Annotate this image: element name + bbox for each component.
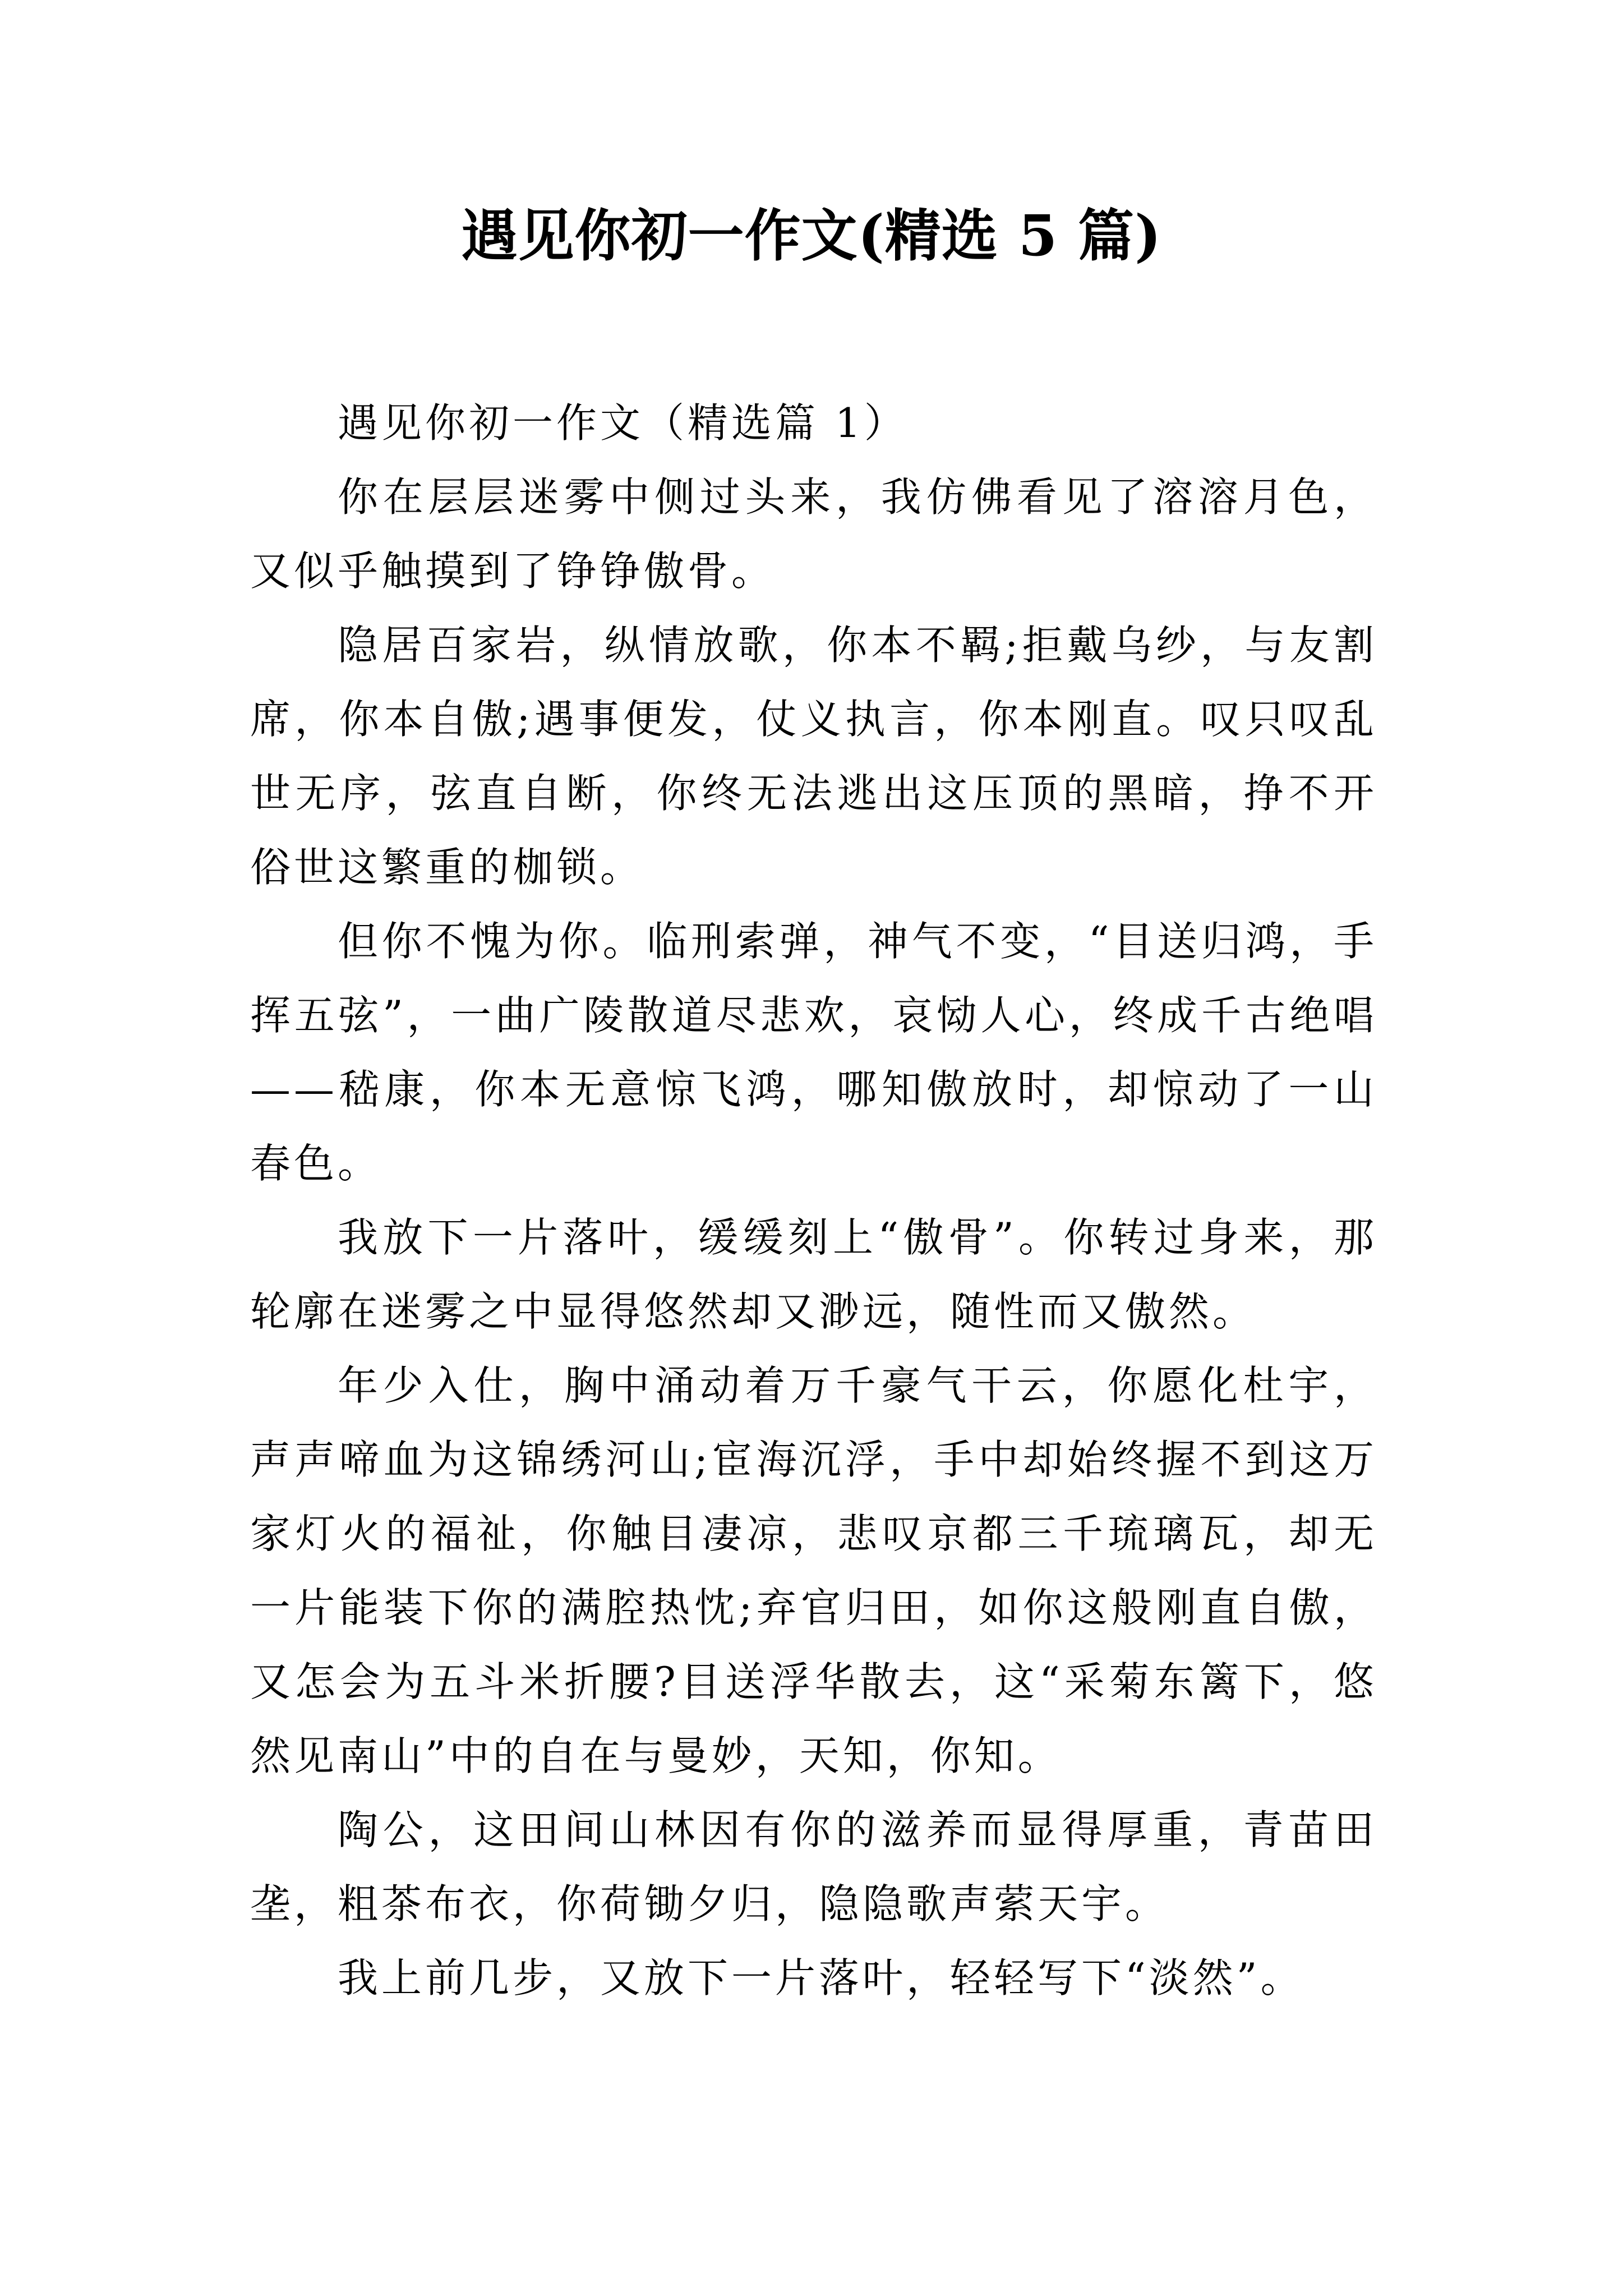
paragraph: 隐居百家岩，纵情放歌，你本不羁;拒戴乌纱，与友割席，你本自傲;遇事便发，仗义执言，你本刚直。叹只叹乱世无序，弦直自断，你终无法逃出这压顶的黑暗，挣不开俗世这繁重的枷锁。 (250, 622, 1377, 891)
paragraph: 我上前几步，又放下一片落叶，轻轻写下“淡然”。 (338, 1954, 1304, 2001)
paragraph: 陶公，这田间山林因有你的滋养而显得厚重，青苗田垄，粗茶布衣，你荷锄夕归，隐隐歌声萦天宇。 (250, 1806, 1377, 1927)
paragraph: 但你不愧为你。临刑索弹，神气不变，“目送归鸿，手挥五弦”，一曲广陵散道尽悲欢，哀恸人心，终成千古绝唱——嵇康，你本无意惊飞鸿，哪知傲放时，却惊动了一山春色。 (250, 918, 1377, 1187)
paragraph: 我放下一片落叶，缓缓刻上“傲骨”。你转过身来，那轮廓在迷雾之中显得悠然却又渺远，随性而又傲然。 (250, 1214, 1377, 1335)
paragraph: 年少入仕，胸中涌动着万千豪气干云，你愿化杜宇，声声啼血为这锦绣河山;宦海沉浮，手中却始终握不到这万家灯火的福祉，你触目凄凉，悲叹京都三千琉璃瓦，却无一片能装下你的满腔热忱;弃官归田，如你这般刚直自傲，又怎会为五斗米折腰?目送浮华散去，这“采菊东篱下，悠然见南山”中的自在与曼妙，天知，你知。 (250, 1362, 1377, 1779)
document-body (250, 386, 1377, 2015)
document-title: 遇见你初一作文(精选 5 篇) (461, 203, 1162, 269)
paragraph: 你在层层迷雾中侧过头来，我仿佛看见了溶溶月色，又似乎触摸到了铮铮傲骨。 (250, 473, 1377, 595)
section-heading: 遇见你初一作文（精选篇 1） (338, 399, 908, 447)
